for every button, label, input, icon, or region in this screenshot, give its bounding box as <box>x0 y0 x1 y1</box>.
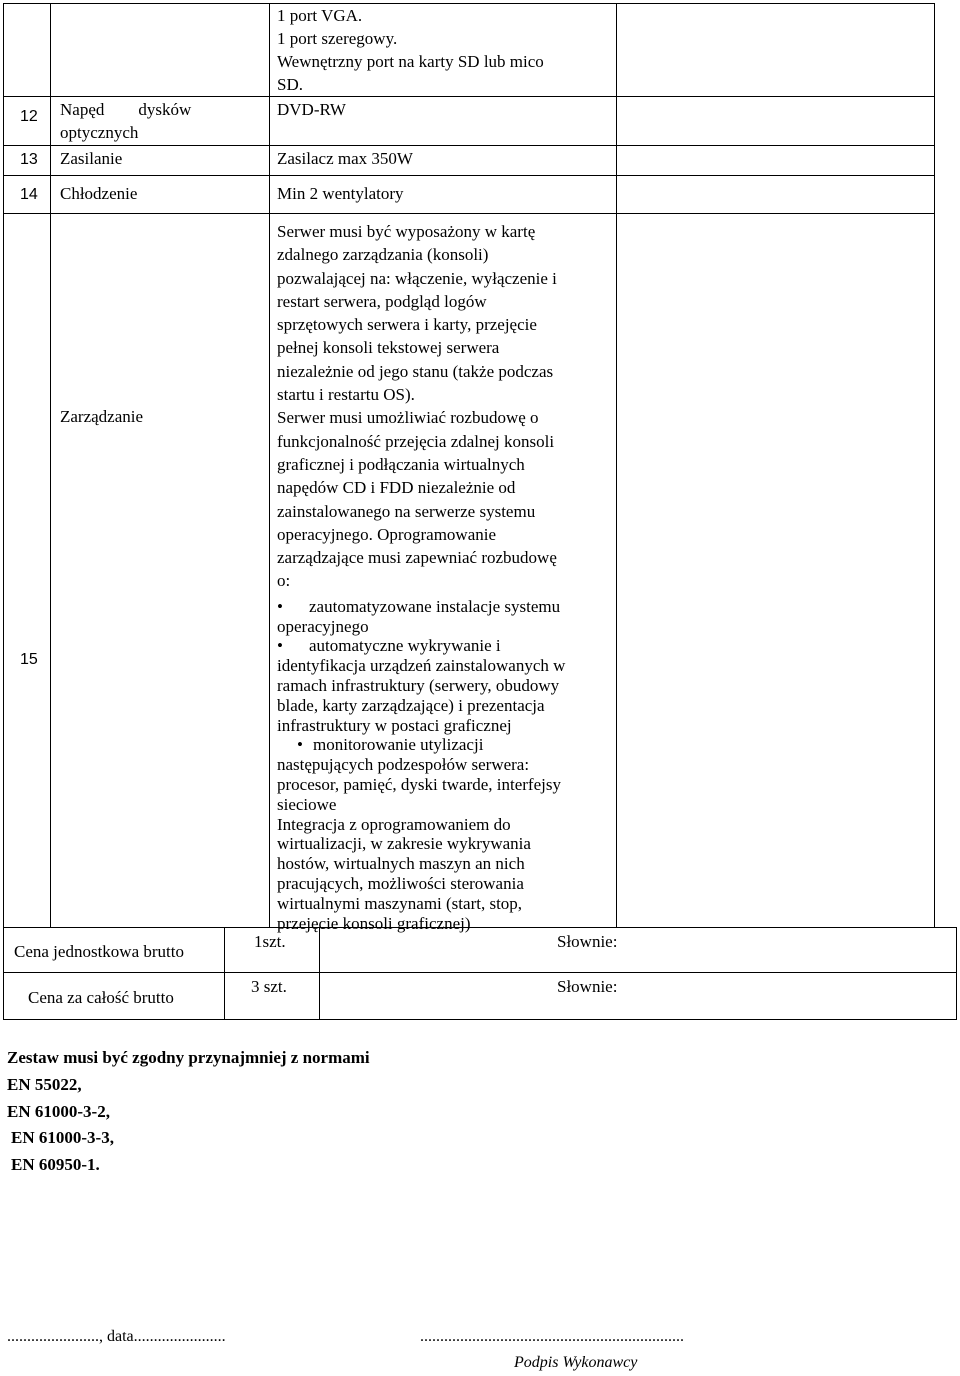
desc-line: zainstalowanego na serwerze systemu <box>277 501 536 521</box>
row-divider-14 <box>3 175 935 176</box>
desc-line: restart serwera, podgląd logów <box>277 291 487 311</box>
desc-line: hostów, wirtualnych maszyn an nich <box>277 854 525 874</box>
norm-item: EN 61000-3-3, <box>11 1128 114 1147</box>
desc-line: wirtualizacji, w zakresie wykrywania <box>277 834 531 854</box>
desc-line: wirtualnymi maszynami (start, stop, <box>277 893 523 913</box>
row14-number: 14 <box>20 186 38 203</box>
signature-caption: Podpis Wykonawcy <box>514 1354 638 1371</box>
desc-line: następujących podzespołów serwera: <box>277 755 530 775</box>
desc-line: o: <box>277 571 291 591</box>
desc-line: pracujących, możliwości sterowania <box>277 873 524 893</box>
total-price-label: Cena za całość brutto <box>28 988 174 1007</box>
desc-line: Serwer musi umożliwiać rozbudowę o <box>277 408 539 428</box>
desc-line: pozwalającej na: włączenie, wyłączenie i <box>277 268 557 288</box>
desc-line: automatyczne wykrywanie i <box>309 636 501 656</box>
price-col-divider-3 <box>956 927 957 1020</box>
row13-name: Zasilanie <box>60 149 123 168</box>
port-line-4: SD. <box>277 75 303 94</box>
desc-line: funkcjonalność przejęcia zdalnej konsoli <box>277 431 555 451</box>
row12-name-line2: optycznych <box>60 123 139 142</box>
total-price-qty: 3 szt. <box>251 977 287 996</box>
desc-line: ramach infrastruktury (serwery, obudowy <box>277 675 560 695</box>
desc-paragraph-b <box>277 597 637 934</box>
unit-price-words: Słownie: <box>557 932 618 951</box>
unit-price-qty: 1szt. <box>254 932 286 951</box>
port-line-3: Wewnętrzny port na karty SD lub mico <box>277 52 544 71</box>
row12-name-line1: Napęd dysków <box>60 100 192 119</box>
table-border-right <box>934 3 935 928</box>
row15-name: Zarządzanie <box>60 407 144 426</box>
desc-paragraph-a <box>277 220 637 593</box>
price-col-divider-1 <box>224 927 225 1020</box>
desc-line: niezależnie od jego stanu (także podczas <box>277 361 554 381</box>
row14-name: Chłodzenie <box>60 184 138 203</box>
desc-line: operacyjnego <box>277 616 369 636</box>
norm-item: EN 61000-3-2, <box>7 1102 110 1121</box>
desc-line: przejęcie konsoli graficznej) <box>277 913 471 933</box>
desc-line: napędów CD i FDD niezależnie od <box>277 478 516 498</box>
desc-bullet-item <box>277 597 637 617</box>
total-price-words: Słownie: <box>557 977 618 996</box>
row-divider-13 <box>3 145 935 146</box>
row15-description <box>277 220 637 933</box>
desc-line: Integracja z oprogramowaniem do <box>277 814 511 834</box>
place-date-line: ......................., data....................... <box>7 1328 226 1345</box>
table-col-divider-1 <box>50 3 51 928</box>
norm-item: EN 60950-1. <box>11 1155 100 1174</box>
row14-value: Min 2 wentylatory <box>277 184 404 203</box>
bullet-icon: • <box>277 636 283 656</box>
row12-value: DVD-RW <box>277 100 346 119</box>
row-divider-15 <box>3 213 935 214</box>
desc-line: sprzętowych serwera i karty, przejęcie <box>277 315 537 335</box>
table-col-divider-2 <box>269 3 270 928</box>
unit-price-label: Cena jednostkowa brutto <box>14 942 184 961</box>
desc-line: procesor, pamięć, dyski twarde, interfejsy <box>277 774 561 794</box>
norms-heading: Zestaw musi być zgodny przynajmniej z normami <box>7 1048 370 1067</box>
desc-line: startu i restartu OS). <box>277 385 415 405</box>
desc-line: monitorowanie utylizacji <box>313 735 484 755</box>
signature-dots: .................................................................. <box>420 1328 684 1345</box>
table-border-bottom <box>3 1019 957 1020</box>
bullet-icon: • <box>297 735 303 755</box>
desc-line: zdalnego zarządzania (konsoli) <box>277 245 489 265</box>
table-border-left <box>3 3 4 1020</box>
desc-line: Serwer musi być wyposażony w kartę <box>277 222 536 241</box>
table-border-top <box>3 3 935 4</box>
price-col-divider-2 <box>319 927 320 1020</box>
row13-number: 13 <box>20 151 38 168</box>
desc-line: sieciowe <box>277 794 337 814</box>
port-line-2: 1 port szeregowy. <box>277 29 398 48</box>
desc-line: zautomatyzowane instalacje systemu <box>309 596 561 616</box>
row-divider-12 <box>3 96 935 97</box>
norm-item: EN 55022, <box>7 1075 82 1094</box>
desc-bullet-item <box>277 636 637 656</box>
desc-line: zarządzające musi zapewniać rozbudowę <box>277 548 557 568</box>
desc-line: pełnej konsoli tekstowej serwera <box>277 338 500 358</box>
desc-bullet-item <box>277 735 637 755</box>
desc-line: infrastruktury w postaci graficznej <box>277 715 512 735</box>
row15-number: 15 <box>20 651 38 668</box>
desc-line: operacyjnego. Oprogramowanie <box>277 524 497 544</box>
row13-value: Zasilacz max 350W <box>277 149 413 168</box>
desc-line: identyfikacja urządzeń zainstalowanych w <box>277 656 566 676</box>
desc-line: graficznej i podłączania wirtualnych <box>277 454 525 474</box>
row12-number: 12 <box>20 108 38 125</box>
port-line-1: 1 port VGA. <box>277 6 363 25</box>
bullet-icon: • <box>277 596 283 616</box>
desc-line: blade, karty zarządzające) i prezentacja <box>277 695 545 715</box>
row-divider-total <box>3 972 957 973</box>
